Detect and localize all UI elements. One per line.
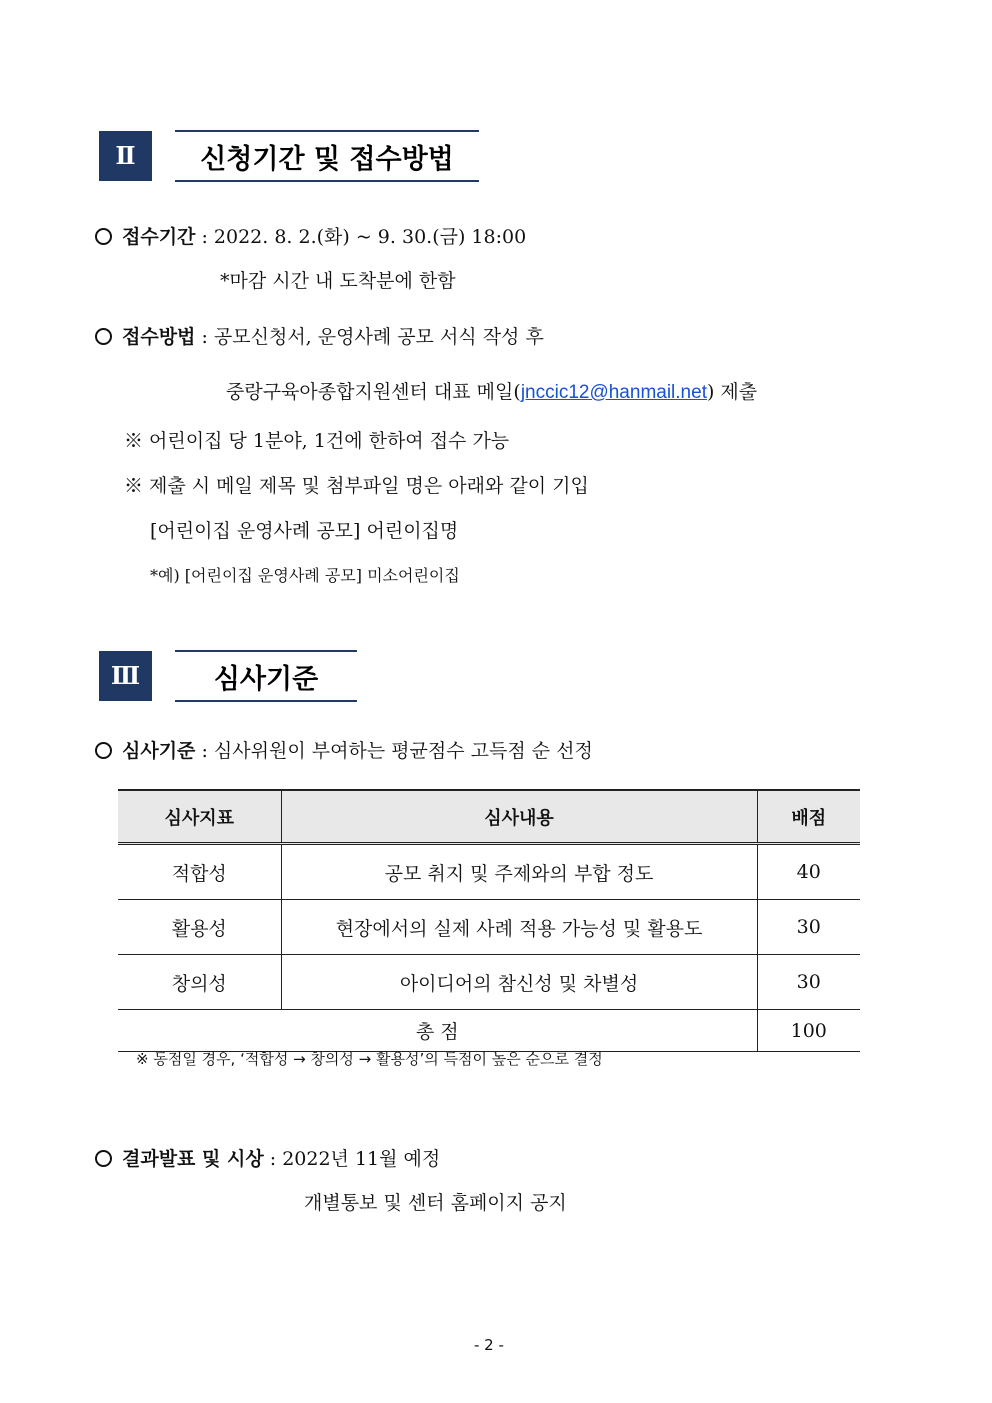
section-3-number: Ⅲ [99, 651, 152, 701]
method-line2-suffix: ) 제출 [706, 381, 758, 403]
note-2: ※ 제출 시 메일 제목 및 첨부파일 명은 아래와 같이 기입 [124, 475, 589, 497]
table-row [118, 955, 860, 1010]
result-line-2: 개별통보 및 센터 홈페이지 공지 [304, 1192, 567, 1214]
row-score: 30 [757, 955, 860, 1010]
section-3-title: 심사기준 [175, 650, 357, 702]
row-content: 공모 취지 및 주제와의 부합 정도 [281, 844, 757, 900]
header-content: 심사내용 [281, 790, 757, 844]
method-value: : 공모신청서, 운영사례 공모 서식 작성 후 [195, 326, 544, 348]
criteria-line [95, 736, 593, 763]
circle-bullet-icon [95, 328, 112, 345]
row-indicator: 활용성 [118, 900, 281, 955]
tie-note: ※ 동점일 경우, ‘적합성 → 창의성 → 활용성’의 득점이 높은 순으로 결정 [136, 1050, 603, 1068]
table-header-row [118, 790, 860, 844]
total-label: 총 점 [118, 1010, 757, 1052]
row-content: 현장에서의 실제 사례 적용 가능성 및 활용도 [281, 900, 757, 955]
email-link[interactable]: jnccic12@hanmail.net [520, 382, 707, 403]
period-line [95, 222, 526, 249]
table-row [118, 900, 860, 955]
format-line: [어린이집 운영사례 공모] 어린이집명 [150, 520, 459, 542]
method-line [95, 322, 544, 349]
row-content: 아이디어의 참신성 및 차별성 [281, 955, 757, 1010]
criteria-value: : 심사위원이 부여하는 평균점수 고득점 순 선정 [195, 740, 593, 762]
example-line: *예) [어린이집 운영사례 공모] 미소어린이집 [150, 566, 460, 585]
total-score: 100 [757, 1010, 860, 1052]
period-label: 접수기간 [122, 226, 196, 248]
result-value: : 2022년 11월 예정 [263, 1148, 441, 1170]
header-score: 배점 [757, 790, 860, 844]
method-label: 접수방법 [122, 326, 196, 348]
section-2-title: 신청기간 및 접수방법 [175, 130, 479, 182]
page-number: - 2 - [474, 1336, 504, 1354]
criteria-table [118, 789, 860, 1052]
result-line [95, 1144, 440, 1171]
section-2-number: Ⅱ [99, 131, 152, 181]
row-indicator: 창의성 [118, 955, 281, 1010]
result-label: 결과발표 및 시상 [122, 1148, 264, 1170]
table-total-row [118, 1010, 860, 1052]
table-row [118, 844, 860, 900]
method-line-2 [226, 377, 757, 404]
row-score: 40 [757, 844, 860, 900]
circle-bullet-icon [95, 742, 112, 759]
note-1: ※ 어린이집 당 1분야, 1건에 한하여 접수 가능 [124, 430, 510, 452]
method-line2-prefix: 중랑구육아종합지원센터 대표 메일( [226, 381, 521, 403]
circle-bullet-icon [95, 228, 112, 245]
criteria-label: 심사기준 [122, 740, 196, 762]
row-indicator: 적합성 [118, 844, 281, 900]
period-value: : 2022. 8. 2.(화) ~ 9. 30.(금) 18:00 [195, 226, 527, 248]
row-score: 30 [757, 900, 860, 955]
circle-bullet-icon [95, 1150, 112, 1167]
header-indicator: 심사지표 [118, 790, 281, 844]
period-note: *마감 시간 내 도착분에 한함 [220, 270, 456, 292]
